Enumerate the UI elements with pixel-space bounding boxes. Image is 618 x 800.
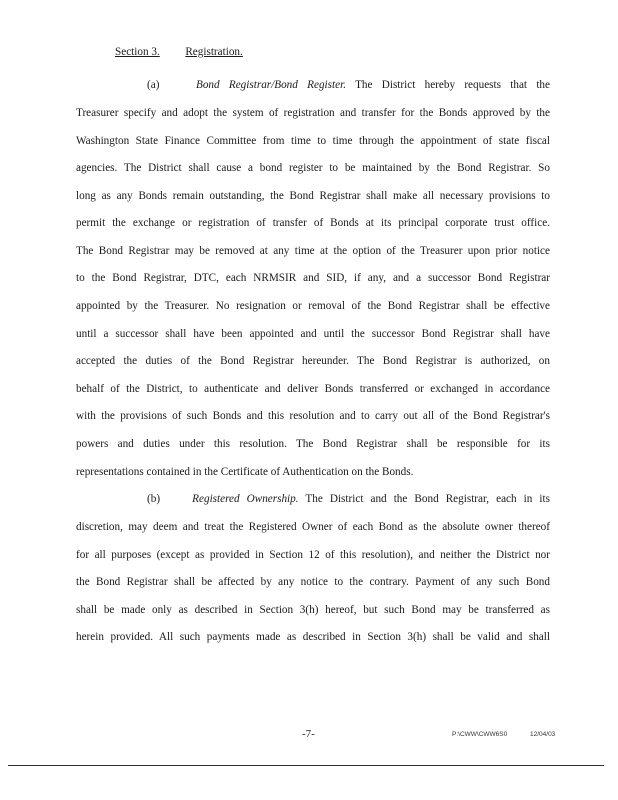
para-a-first-text: The District hereby requests that the (355, 79, 550, 91)
para-a-line: Washington State Finance Committee from time to time through the appointment of state fiscal (76, 135, 550, 147)
section-heading (115, 45, 243, 59)
para-b-line: discretion, may deem and treat the Registered Owner of each Bond as the absolute owner thereof (76, 521, 550, 533)
para-b-marker: (b) (147, 493, 161, 505)
para-b-line: herein provided. All such payments made as described in Section 3(h) shall be valid and shall (76, 631, 550, 643)
section-number: Section 3. (115, 46, 160, 58)
para-a-marker: (a) (147, 79, 160, 91)
para-a-line: behalf of the District, to authenticate and deliver Bonds transferred or exchanged in accordance (76, 383, 550, 395)
para-b-line: the Bond Registrar shall be affected by any notice to the contrary. Payment of any such Bond (76, 576, 550, 588)
para-a-line: powers and duties under this resolution. The Bond Registrar shall be responsible for its (76, 438, 550, 450)
para-a-line: Treasurer specify and adopt the system of registration and transfer for the Bonds approved by the (76, 107, 550, 119)
para-a-line: with the provisions of such Bonds and this resolution and to carry out all of the Bond Registrar's (76, 410, 550, 422)
para-a-line: The Bond Registrar may be removed at any time at the option of the Treasurer upon prior notice (76, 245, 550, 257)
document-date: 12/04/03 (530, 731, 556, 738)
para-b-first-text: The District and the Bond Registrar, each in its (305, 493, 551, 505)
para-a-line: to the Bond Registrar, DTC, each NRMSIR and SID, if any, and a successor Bond Registrar (76, 272, 550, 284)
para-b-line: for all purposes (except as provided in Section 12 of this resolution), and neither the District nor (76, 549, 550, 561)
page-number: -7- (302, 728, 315, 740)
section-title: Registration. (185, 46, 243, 58)
para-b-line: shall be made only as described in Section 3(h) hereof, but such Bond may be transferred as (76, 604, 550, 616)
para-b-heading: Registered Ownership. (192, 493, 299, 505)
para-a-last-line: representations contained in the Certificate of Authentication on the Bonds. (76, 466, 414, 478)
para-a-line: accepted the duties of the Bond Registrar hereunder. The Bond Registrar is authorized, on (76, 355, 550, 367)
document-code: P:\CWW\CWW6S0 (452, 731, 508, 738)
para-a-line: appointed by the Treasurer. No resignation or removal of the Bond Registrar shall be effective (76, 300, 550, 312)
para-a-line: permit the exchange or registration of transfer of Bonds at its principal corporate trust office. (76, 217, 550, 229)
para-a-heading: Bond Registrar/Bond Register. (195, 79, 346, 91)
bottom-rule (8, 765, 604, 766)
para-b-first-line (147, 492, 550, 506)
para-a-line: long as any Bonds remain outstanding, the Bond Registrar shall make all necessary provisions to (76, 190, 550, 202)
para-a-line: agencies. The District shall cause a bond register to be maintained by the Bond Registrar. So (76, 162, 550, 174)
para-a-first-line (147, 78, 550, 92)
para-a-line: until a successor shall have been appointed and until the successor Bond Registrar shall have (76, 328, 550, 340)
